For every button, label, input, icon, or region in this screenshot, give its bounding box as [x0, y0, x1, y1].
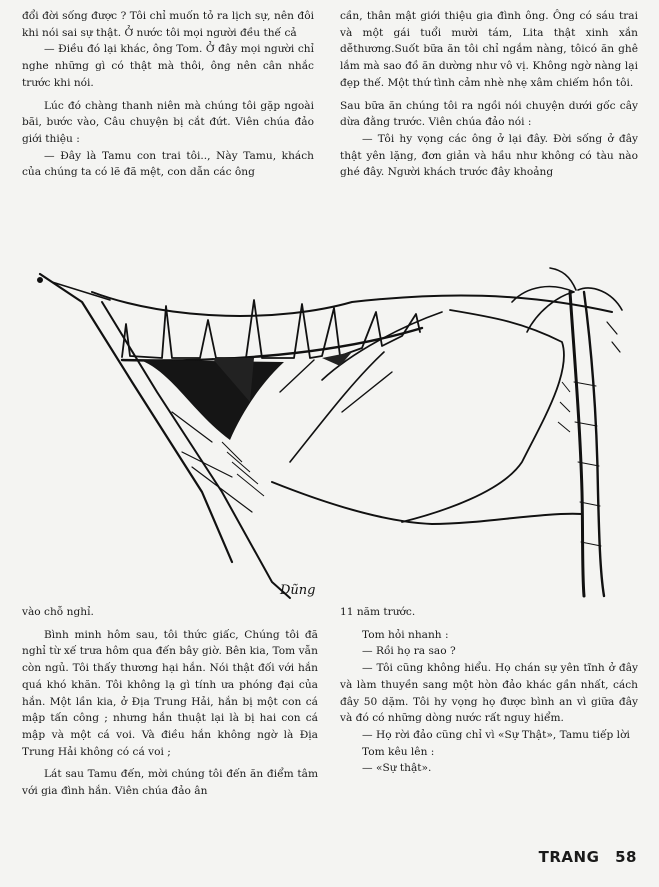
paragraph: Sau bữa ăn chúng tôi ra ngồi nói chuyện dưới gốc cây dừa đằng trước. Viên chúa đảo nói :	[340, 99, 638, 129]
ink-illustration	[22, 262, 638, 602]
paragraph: — Đây là Tamu con trai tôi.., Này Tamu, khách của chúng ta có lẽ đã mệt, con dẫn các ông	[22, 149, 314, 179]
paragraph: — Điều đó lại khác, ông Tom. Ở đây mọi người chỉ nghe những gì có thật mà thôi, ông nên cân nhắc trước khi nói.	[22, 43, 314, 89]
text-column-bottom-left	[22, 604, 318, 800]
paragraph: Bình minh hôm sau, tôi thức giấc, Chúng tôi đã nghỉ từ xế trưa hôm qua đến bây giờ. Bên kia, Tom vẫn còn ngủ. Tôi thấy thương hại hắn. Nói thật đối với hắn quá khó khăn. Tôi không lạ gì tính ưa phóng đại của hắn. Một lần kia, ở Địa Trung Hải, hắn bị một con cá mập tấn công ; nhưng hắn thuật lại là bị hai con cá mập và một cá voi. Và điều hắn không ngờ là Địa Trung Hải không có cá voi ;	[22, 628, 318, 758]
paragraph: cần, thân mật giới thiệu gia đình ông. Ông có sáu trai và một gái tuổi mười tám, Lita thật xinh xắn dễthương.Suốt bữa ăn tôi chỉ ngắm nàng, tôicó ăn ghê lắm mà sao đồ ăn dường như vô vị. Không ngờ nàng lại đẹp thế. Một thứ tình cảm nhè nhẹ xâm chiếm hồn tôi.	[340, 10, 638, 89]
paragraph: — «Sự thật».	[362, 762, 432, 775]
text-column-top-right	[340, 8, 638, 181]
paragraph: Tom hỏi nhanh :	[362, 628, 449, 641]
page-footer	[539, 848, 637, 866]
text-column-top-left	[22, 8, 314, 181]
paragraph: Lúc đó chàng thanh niên mà chúng tôi gặp ngoài bãi, bước vào, Câu chuyện bị cắt đứt. Viên chúa đảo giới thiệu :	[22, 99, 314, 145]
paragraph: Tom kêu lên :	[362, 745, 435, 758]
page-number: 58	[615, 848, 637, 866]
paragraph: — Rồi họ ra sao ?	[362, 645, 456, 658]
paragraph: — Tôi hy vọng các ông ở lại đây. Đời sống ở đây thật yên lặng, đơn giản và hầu như không có tàu nào ghé đây. Người khách trước đây khoảng	[340, 132, 638, 179]
page-label: TRANG	[538, 848, 600, 866]
paragraph: đổi đời sống được ? Tôi chỉ muốn tỏ ra lịch sự, nên đôi khi nói sai sự thật. Ở nước tôi mọi người đều thế cả	[22, 10, 314, 39]
paragraph: 11 năm trước.	[340, 606, 416, 618]
paragraph: Lát sau Tamu đến, mời chúng tôi đến ăn điểm tâm với gia đình hắn. Viên chúa đảo ân	[22, 768, 318, 798]
paragraph: — Tôi cũng không hiểu. Họ chán sự yên tĩnh ở đây và làm thuyền sang một hòn đảo khác gần nhất, cách đây 50 dặm. Tôi hy vọng họ được bình an vì giữa đây và đó có những dòng nước rất nguy hiểm.	[340, 662, 638, 725]
paragraph: — Họ rời đảo cũng chỉ vì «Sự Thật», Tamu tiếp lời	[362, 728, 630, 741]
artist-signature: Dũng	[280, 583, 316, 598]
text-column-bottom-right	[340, 604, 638, 777]
paragraph: vào chỗ nghỉ.	[22, 606, 94, 618]
